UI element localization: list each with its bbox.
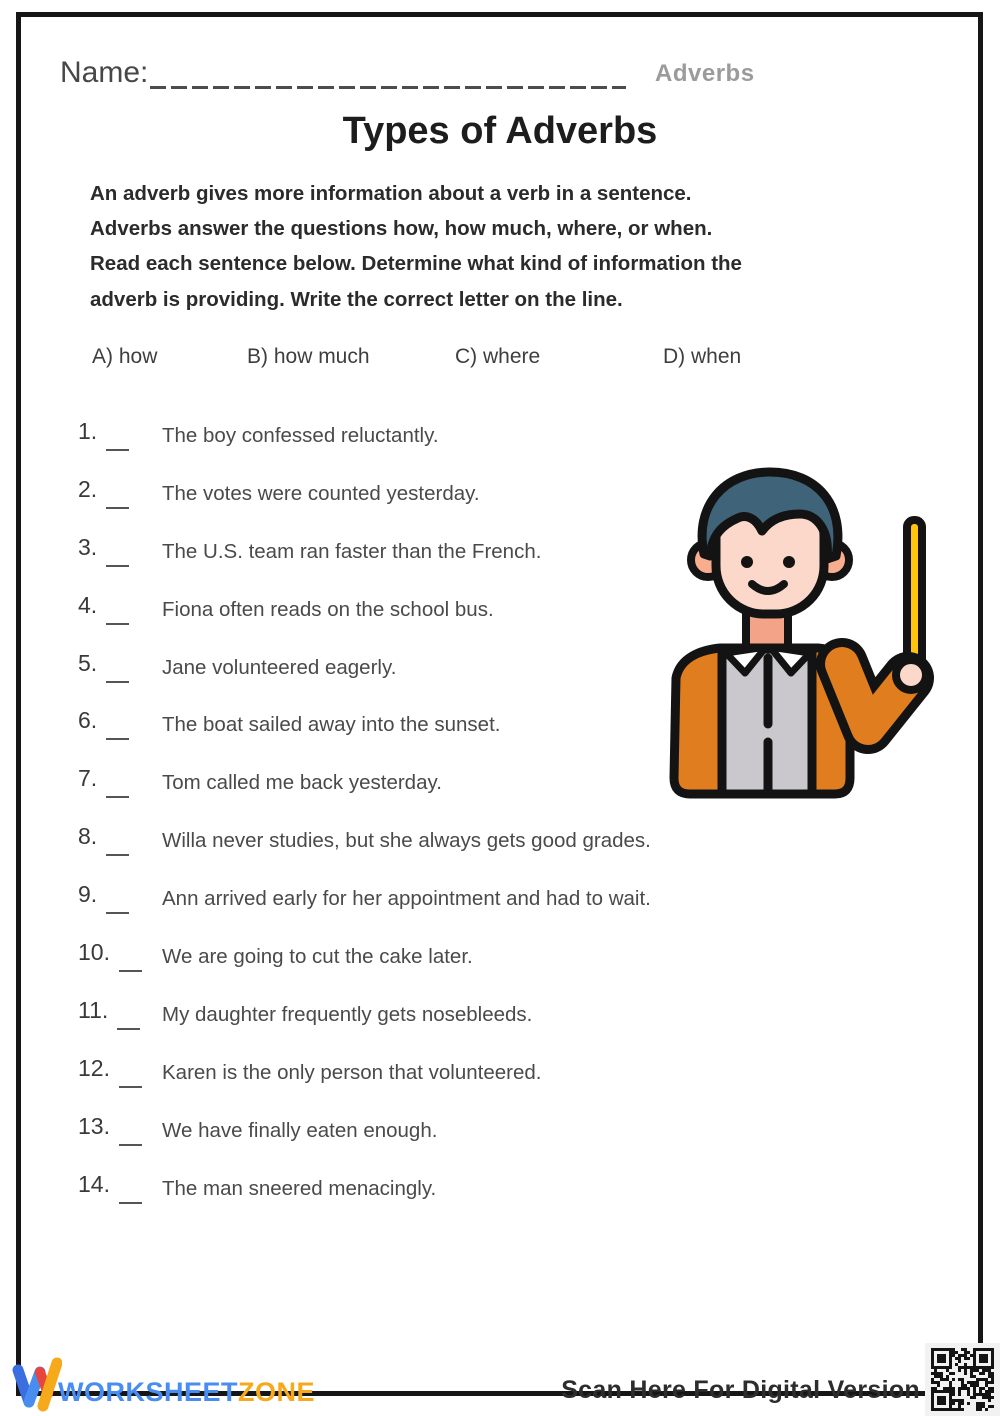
answer-blank[interactable]: [106, 708, 129, 740]
question-row: [78, 823, 838, 881]
instructions-line: Adverbs answer the questions how, how much, where, or when.: [90, 217, 713, 241]
instructions-line: Read each sentence below. Determine what kind of information the: [90, 252, 742, 276]
question-sentence: We are going to cut the cake later.: [162, 945, 473, 969]
answer-blank[interactable]: [106, 766, 129, 798]
question-number: 6.: [78, 707, 98, 734]
question-sentence: Ann arrived early for her appointment and had to wait.: [162, 887, 651, 911]
question-number: 7.: [78, 765, 98, 792]
question-sentence: Karen is the only person that volunteered.: [162, 1060, 542, 1084]
question-number: 2.: [78, 475, 98, 502]
question-number: 11.: [78, 996, 109, 1023]
option-a: A) how: [92, 345, 158, 368]
brand-word-worksheet: WORKSHEET: [58, 1377, 238, 1407]
question-row: [78, 881, 838, 939]
question-number: 8.: [78, 823, 98, 850]
question-number: 9.: [78, 881, 98, 908]
answer-blank[interactable]: [106, 882, 129, 914]
question-sentence: The boy confessed reluctantly.: [162, 424, 439, 447]
question-sentence: The man sneered menacingly.: [162, 1176, 437, 1200]
question-number: 14.: [78, 1170, 110, 1197]
pointer-stick-icon: [907, 520, 922, 670]
answer-blank[interactable]: [106, 824, 129, 856]
question-number: 13.: [78, 1112, 110, 1139]
answer-blank[interactable]: [106, 535, 129, 567]
question-number: 12.: [78, 1054, 110, 1081]
question-row: [78, 1113, 838, 1171]
question-number: 5.: [78, 649, 98, 676]
answer-blank[interactable]: [119, 1056, 142, 1088]
brand-name: [58, 1377, 315, 1408]
qr-code: [925, 1343, 1000, 1416]
answer-blank[interactable]: [106, 477, 129, 509]
worksheet-tag: Adverbs: [655, 60, 755, 87]
answer-blank[interactable]: [119, 940, 142, 972]
answer-blank[interactable]: [106, 419, 129, 451]
question-sentence: Jane volunteered eagerly.: [162, 655, 397, 679]
option-c: C) where: [455, 345, 541, 368]
question-number: 3.: [78, 533, 98, 560]
option-d: D) when: [663, 345, 742, 368]
question-sentence: Tom called me back yesterday.: [162, 771, 442, 795]
answer-blank[interactable]: [106, 651, 129, 683]
answer-blank[interactable]: [106, 593, 129, 625]
question-number: 4.: [78, 591, 98, 618]
brand-word-zone: ZONE: [238, 1377, 316, 1407]
answer-blank[interactable]: [119, 1172, 142, 1204]
question-number: 10.: [78, 939, 110, 966]
instructions-line: adverb is providing. Write the correct letter on the line.: [90, 287, 623, 311]
question-row: [78, 1171, 838, 1229]
worksheetzone-logo-icon: [10, 1354, 62, 1412]
name-blank-line[interactable]: [150, 86, 626, 89]
teacher-illustration: [660, 452, 940, 802]
question-sentence: Willa never studies, but she always gets good grades.: [162, 829, 651, 853]
scan-here-label: Scan Here For Digital Version: [561, 1376, 920, 1404]
question-sentence: The boat sailed away into the sunset.: [162, 713, 501, 737]
option-b: B) how much: [247, 345, 370, 368]
question-sentence: We have finally eaten enough.: [162, 1118, 438, 1142]
instructions: [90, 176, 742, 317]
question-number: 1.: [78, 418, 98, 444]
question-row: [78, 997, 838, 1055]
question-row: [78, 939, 838, 997]
question-sentence: Fiona often reads on the school bus.: [162, 597, 494, 621]
answer-blank[interactable]: [119, 1114, 142, 1146]
page-title: Types of Adverbs: [342, 110, 658, 152]
question-sentence: The U.S. team ran faster than the French.: [162, 539, 542, 563]
name-label: Name:: [60, 56, 149, 89]
answer-blank[interactable]: [117, 998, 140, 1030]
question-sentence: The votes were counted yesterday.: [162, 481, 480, 505]
instructions-line: An adverb gives more information about a verb in a sentence.: [90, 182, 692, 205]
question-sentence: My daughter frequently gets nosebleeds.: [162, 1002, 533, 1026]
question-row: [78, 1055, 838, 1113]
